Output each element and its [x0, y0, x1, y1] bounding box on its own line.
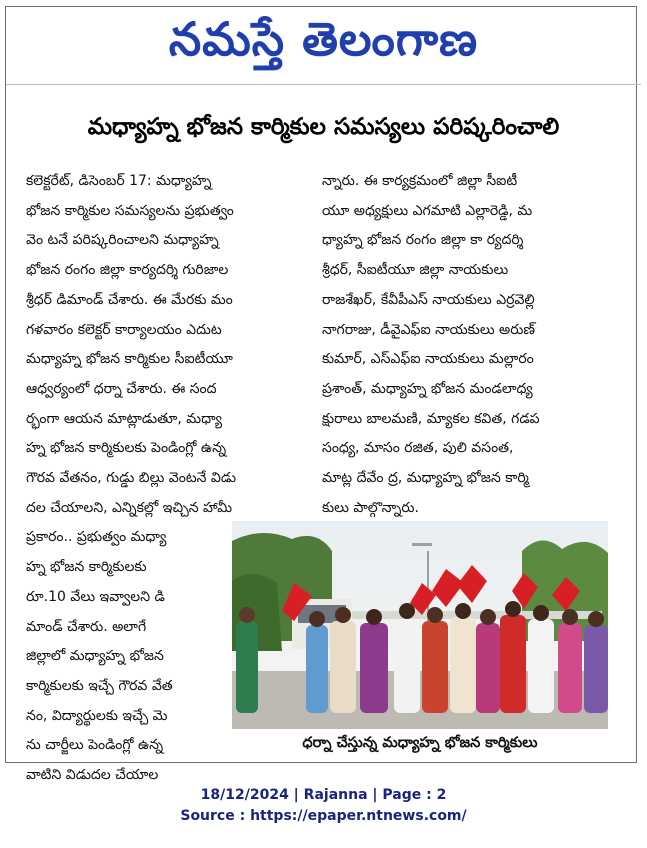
- article-text-line: గౌరవ వేతనం, గుడ్డు బిల్లు వెంటనే విడు: [26, 470, 237, 487]
- article-text-line: దల చేయాలని, ఎన్నికల్లో ఇచ్చిన హామీ: [26, 499, 233, 516]
- masthead-divider: [6, 84, 641, 85]
- article-text-line: సంధ్య, మాసం రజిత, పులి వసంత,: [322, 440, 514, 457]
- article-text-line: భోజన కార్మికుల సమస్యలను ప్రభుత్వం: [26, 202, 234, 219]
- article-column-left: [26, 167, 237, 791]
- article-text-line: హ్న భోజన కార్మికులకు: [26, 559, 147, 576]
- article-text-line: మాండ్ చేశారు. అలాగే: [26, 618, 147, 635]
- article-text-line: ప్రశాంత్, మధ్యాహ్న భోజన మండలాధ్య: [322, 380, 533, 397]
- article-text-line: ను చార్జీలు పెండింగ్లో ఉన్న: [26, 737, 164, 754]
- article-text-line: నం, విద్యార్థులకు ఇచ్చే మె: [26, 707, 168, 724]
- photo-caption: ధర్నా చేస్తున్న మధ్యాహ్న భోజన కార్మికులు: [302, 735, 538, 751]
- article-text-line: న్నారు. ఈ కార్యక్రమంలో జిల్లా సీఐటీ: [322, 173, 518, 189]
- article-text-line: కార్మికులకు ఇచ్చే గౌరవ వేత: [26, 677, 173, 694]
- newspaper-masthead: నమస్తే తెలంగాణ: [168, 12, 479, 66]
- article-text-line: ధ్యాహ్న భోజన రంగం జిల్లా కా ర్యదర్శి: [322, 232, 524, 249]
- article-text-line: రాజశేఖర్, కేవీపీఎస్ నాయకులు ఎర్రవెల్లి: [322, 291, 535, 308]
- article-text-line: మాట్ల దేవేం ద్ర, మధ్యాహ్న భోజన కార్మి: [322, 470, 529, 487]
- protest-photo: [232, 521, 608, 729]
- article-text-line: కుమార్, ఎస్ఎఫ్ఐ నాయకులు మల్లారం: [322, 351, 534, 368]
- article-text-line: నాగరాజు, డీవైఎఫ్ఐ నాయకులు అరుణ్: [322, 321, 535, 338]
- article-text-line: శ్రీధర్ డిమాండ్ చేశారు. ఈ మేరకు మం: [26, 291, 233, 308]
- article-text-line: యూ అధ్యక్షులు ఎగమాటి ఎల్లారెడ్డి, మ: [322, 202, 533, 219]
- article-headline: మధ్యాహ్న భోజన కార్మికుల సమస్యలు పరిష్కరించాలి: [87, 114, 560, 140]
- footer-source-url: Source : https://epaper.ntnews.com/: [180, 808, 467, 824]
- article-text-line: జిల్లాలో మధ్యాహ్న భోజన: [26, 648, 164, 665]
- article-text-line: ప్రకారం.. ప్రభుత్వం మధ్యా: [26, 529, 167, 546]
- article-text-line: ఆధ్వర్యంలో ధర్నా చేశారు. ఈ సంద: [26, 380, 217, 397]
- article-text-line: క్షురాలు బాలమణి, మ్యాకల కవిత, గడప: [322, 410, 540, 427]
- article-column-right: [322, 167, 622, 523]
- article-text-line: హ్న భోజన కార్మికులకు పెండింగ్లో ఉన్న: [26, 440, 227, 457]
- article-text-line: వెం టనే పరిష్కరించాలని మధ్యాహ్న: [26, 232, 219, 249]
- article-text-line: ర్భంగా ఆయన మాట్లాడుతూ, మధ్యా: [26, 410, 223, 427]
- article-text-line: గళవారం కలెక్టర్ కార్యాలయం ఎదుట: [26, 321, 222, 338]
- article-text-line: వాటిని విడుదల చేయాల: [26, 767, 159, 784]
- article-text-line: శ్రీధర్, సీఐటీయూ జిల్లా నాయకులు: [322, 262, 509, 279]
- left-column-full-width-text: [26, 167, 237, 523]
- article-text-line: మధ్యాహ్న భోజన కార్మికుల సీఐటీయూ: [26, 351, 233, 368]
- article-text-line: రూ.10 వేలు ఇవ్వాలని డి: [26, 588, 165, 605]
- article-text-line: కలెక్టరేట్, డిసెంబర్ 17: మధ్యాహ్న: [26, 173, 212, 189]
- left-column-narrow-text: [26, 523, 231, 790]
- article-text-line: కులు పాల్గొన్నారు.: [322, 499, 419, 516]
- footer-date-edition-page: 18/12/2024 | Rajanna | Page : 2: [200, 787, 447, 803]
- article-text-line: భోజన రంగం జిల్లా కార్యదర్శి గురిజాల: [26, 262, 229, 279]
